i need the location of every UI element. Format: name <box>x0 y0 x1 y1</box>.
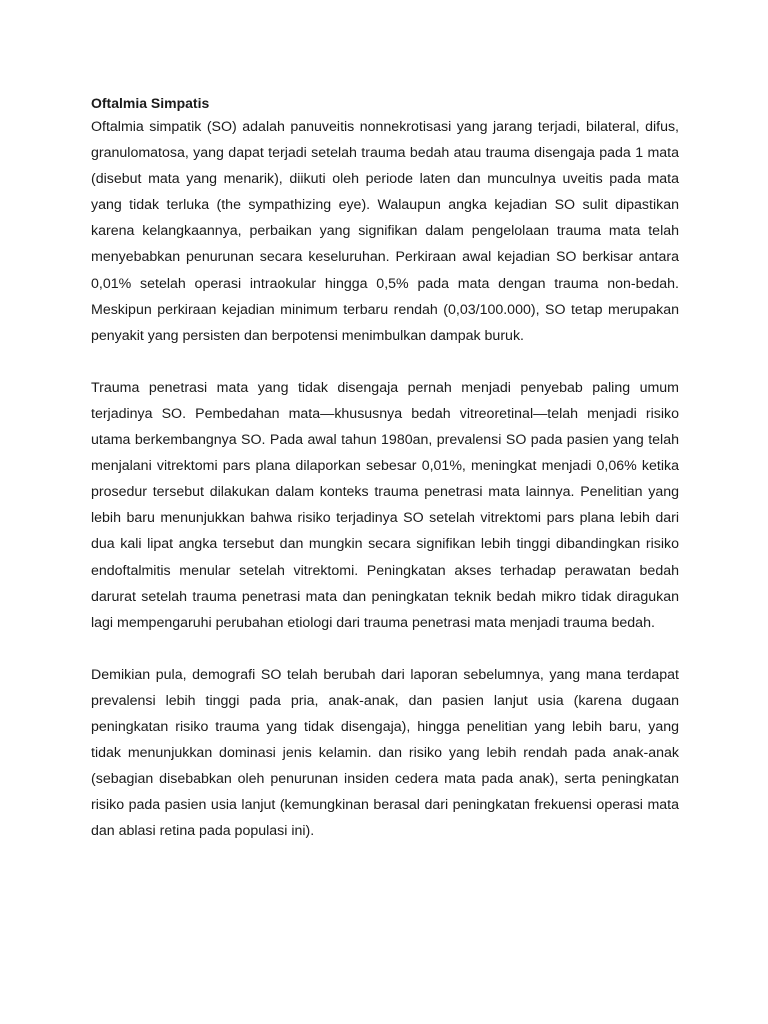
document-title: Oftalmia Simpatis <box>91 95 210 111</box>
paragraph-3: Demikian pula, demografi SO telah berubah dari laporan sebelumnya, yang mana terdapat prevalensi lebih tinggi pada pria, anak-anak, dan pasien lanjut usia (karena dugaan peningkatan risiko trauma yang tidak disengaja), hingga penelitian yang lebih baru, yang tidak menunjukkan dominasi jenis kelamin. dan risiko yang lebih rendah pada anak-anak (sebagian disebabkan oleh penurunan insiden cedera mata pada anak), serta peningkatan risiko pada pasien usia lanjut (kemungkinan berasal dari peningkatan frekuensi operasi mata dan ablasi retina pada populasi ini). <box>91 666 679 840</box>
paragraph-1: Oftalmia simpatik (SO) adalah panuveitis nonnekrotisasi yang jarang terjadi, bilateral, difus, granulomatosa, yang dapat terjadi setelah trauma bedah atau trauma disengaja pada 1 mata (disebut mata yang menarik), diikuti oleh periode laten dan munculnya uveitis pada mata yang tidak terluka (the sympathizing eye). Walaupun angka kejadian SO sulit dipastikan karena kelangkaannya, perbaikan yang signifikan dalam pengelolaan trauma mata telah menyebabkan penurunan secara keseluruhan. Perkiraan awal kejadian SO berkisar antara 0,01% setelah operasi intraokular hingga 0,5% pada mata dengan trauma non-bedah. Meskipun perkiraan kejadian minimum terbaru rendah (0,03/100.000), SO tetap merupakan penyakit yang persisten dan berpotensi menimbulkan dampak buruk. <box>91 119 679 344</box>
paragraph-2: Trauma penetrasi mata yang tidak disengaja pernah menjadi penyebab paling umum terjadinya SO. Pembedahan mata—khususnya bedah vitreoretinal—telah menjadi risiko utama berkembangnya SO. Pada awal tahun 1980an, prevalensi SO pada pasien yang telah menjalani vitrektomi pars plana dilaporkan sebesar 0,01%, meningkat menjadi 0,06% ketika prosedur tersebut dilakukan dalam konteks trauma penetrasi mata lainnya. Penelitian yang lebih baru menunjukkan bahwa risiko terjadinya SO setelah vitrektomi pars plana lebih dari dua kali lipat angka tersebut dan mungkin secara signifikan lebih tinggi dibandingkan risiko endoftalmitis menular setelah vitrektomi. Peningkatan akses terhadap perawatan bedah darurat setelah trauma penetrasi mata dan peningkatan teknik bedah mikro tidak diragukan lagi mempengaruhi perubahan etiologi dari trauma penetrasi mata menjadi trauma bedah. <box>91 379 679 631</box>
document-page <box>91 93 679 844</box>
